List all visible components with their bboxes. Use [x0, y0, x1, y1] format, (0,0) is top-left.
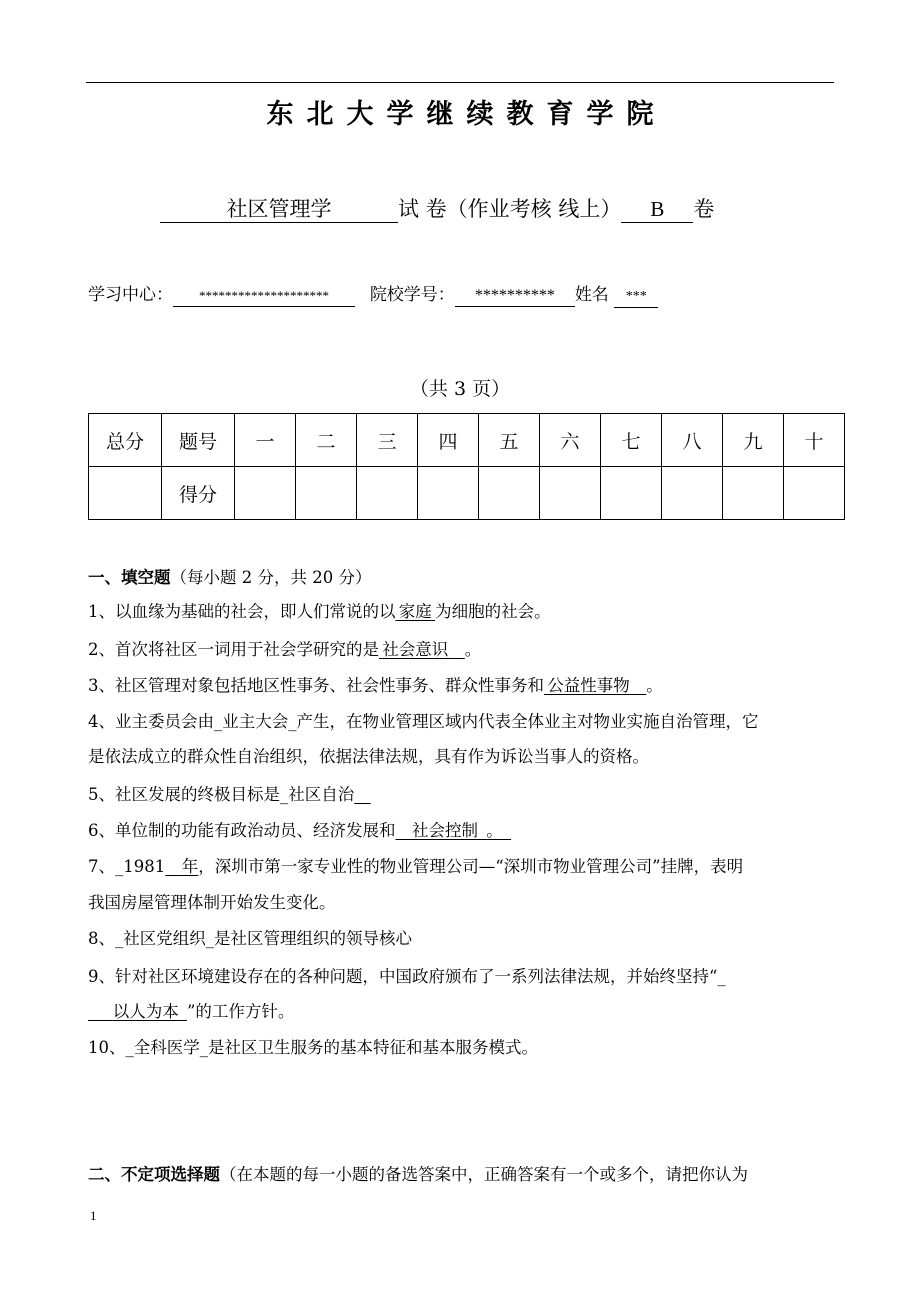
- subject-field: [160, 196, 398, 223]
- q5-answer-blank: [354, 785, 371, 804]
- question-8: 8、_社区党组织_是社区管理组织的领导核心: [88, 929, 412, 948]
- cell-score-q10[interactable]: [784, 467, 845, 520]
- q3-text-end: 。: [646, 676, 663, 695]
- q2-answer-text: 社会意识: [382, 640, 449, 659]
- cell-q2: 二: [296, 414, 357, 467]
- id-value: **********: [455, 284, 575, 307]
- cell-score-q2[interactable]: [296, 467, 357, 520]
- exam-title-line: [160, 193, 714, 225]
- question-4-line1: 4、业主委员会由_业主大会_产生，在物业管理区域内代表全体业主对物业实施自治管理，它: [88, 712, 759, 731]
- q3-text: 3、社区管理对象包括地区性事务、社会性事务、群众性事务和: [88, 676, 544, 695]
- cell-score-q1[interactable]: [235, 467, 296, 520]
- question-7-line2: 我国房屋管理体制开始发生变化。: [88, 893, 336, 912]
- section2-note: （在本题的每一小题的备选答案中，正确答案有一个或多个，请把你认为: [220, 1165, 748, 1184]
- version-suffix: 卷: [693, 197, 715, 221]
- version-value: B: [650, 197, 665, 221]
- section1-note: （每小题 2 分，共 20 分）: [170, 568, 372, 587]
- q9-text-end: ”的工作方针。: [187, 1002, 295, 1021]
- score-table-score-row: [89, 467, 845, 520]
- q1-answer: [396, 602, 436, 621]
- cell-q3: 三: [357, 414, 418, 467]
- question-2: [88, 638, 481, 662]
- question-1: [88, 600, 551, 624]
- cell-score-q5[interactable]: [479, 467, 540, 520]
- q9-answer: [88, 1002, 187, 1021]
- q6-answer-text: 社会控制: [412, 821, 478, 840]
- cell-q9: 九: [723, 414, 784, 467]
- paper-label: 试 卷（作业考核 线上）: [398, 197, 622, 221]
- q7-answer: [165, 857, 198, 876]
- question-9-line2: [88, 1000, 294, 1024]
- q7-year: 7、_1981: [88, 857, 166, 876]
- question-7-line1: [88, 855, 743, 879]
- cell-q4: 四: [418, 414, 479, 467]
- subject-value: 社区管理学: [226, 197, 332, 221]
- cell-score-q6[interactable]: [540, 467, 601, 520]
- q3-answer: [544, 676, 646, 695]
- section2-heading: 二、不定项选择题: [88, 1165, 220, 1184]
- cell-q10: 十: [784, 414, 845, 467]
- score-table: [88, 413, 845, 520]
- cell-score-q7[interactable]: [601, 467, 662, 520]
- cell-score-label: 得分: [162, 467, 235, 520]
- cell-q8: 八: [662, 414, 723, 467]
- q7-text: ，深圳市第一家专业性的物业管理公司—“深圳市物业管理公司”挂牌，表明: [198, 857, 744, 876]
- cell-score-q3[interactable]: [357, 467, 418, 520]
- question-10: 10、_全科医学_是社区卫生服务的基本特征和基本服务模式。: [88, 1038, 538, 1057]
- page-count: （共 3 页）: [409, 378, 511, 400]
- q1-text-end: 为细胞的社会。: [435, 602, 551, 621]
- id-label: 院校学号：: [369, 285, 455, 305]
- page-title: 东北大学继续教育学院: [266, 99, 667, 130]
- question-6: [88, 819, 511, 843]
- q2-answer: [379, 640, 465, 659]
- q6-text-end: 。: [486, 821, 503, 840]
- question-3: [88, 674, 663, 698]
- question-5: [88, 783, 371, 807]
- cell-total: 总分: [89, 414, 162, 467]
- q7-answer-text: 年: [181, 857, 199, 876]
- q6-answer: [396, 821, 512, 840]
- center-value: ********************: [173, 284, 355, 307]
- section2-heading-line: [88, 1163, 748, 1187]
- cell-total-score[interactable]: [89, 467, 162, 520]
- version-field: [621, 196, 693, 223]
- cell-score-q9[interactable]: [723, 467, 784, 520]
- cell-q1: 一: [235, 414, 296, 467]
- q5-text: 5、社区发展的终极目标是_社区自治: [88, 785, 355, 804]
- score-table-header-row: [89, 414, 845, 467]
- q6-text: 6、单位制的功能有政治动员、经济发展和: [88, 821, 396, 840]
- cell-score-q4[interactable]: [418, 467, 479, 520]
- page-number: 1: [90, 1208, 97, 1223]
- student-info-line: [88, 281, 658, 309]
- cell-q5: 五: [479, 414, 540, 467]
- q2-text-end: 。: [464, 640, 482, 659]
- q1-answer-text: 家庭: [398, 602, 432, 621]
- name-label: 姓名: [574, 285, 609, 305]
- section1-heading-line: [88, 566, 371, 590]
- q2-text: 2、首次将社区一词用于社会学研究的是: [88, 640, 379, 659]
- cell-q7: 七: [601, 414, 662, 467]
- center-label: 学习中心：: [88, 285, 173, 305]
- cell-score-q8[interactable]: [662, 467, 723, 520]
- q3-answer-text: 公益性事物: [547, 676, 630, 695]
- question-9-line1: 9、针对社区环境建设存在的各种问题，中国政府颁布了一系列法律法规，并始终坚持“_: [88, 967, 726, 986]
- section1-heading: 一、填空题: [88, 568, 171, 587]
- cell-q6: 六: [540, 414, 601, 467]
- top-rule: [86, 82, 834, 83]
- q1-text: 1、以血缘为基础的社会，即人们常说的以: [88, 602, 396, 621]
- q9-answer-text: 以人为本: [112, 1002, 179, 1021]
- name-value: ***: [614, 285, 658, 308]
- cell-question-no: 题号: [162, 414, 235, 467]
- question-4-line2: 是依法成立的群众性自治组织，依据法律法规，具有作为诉讼当事人的资格。: [88, 747, 649, 766]
